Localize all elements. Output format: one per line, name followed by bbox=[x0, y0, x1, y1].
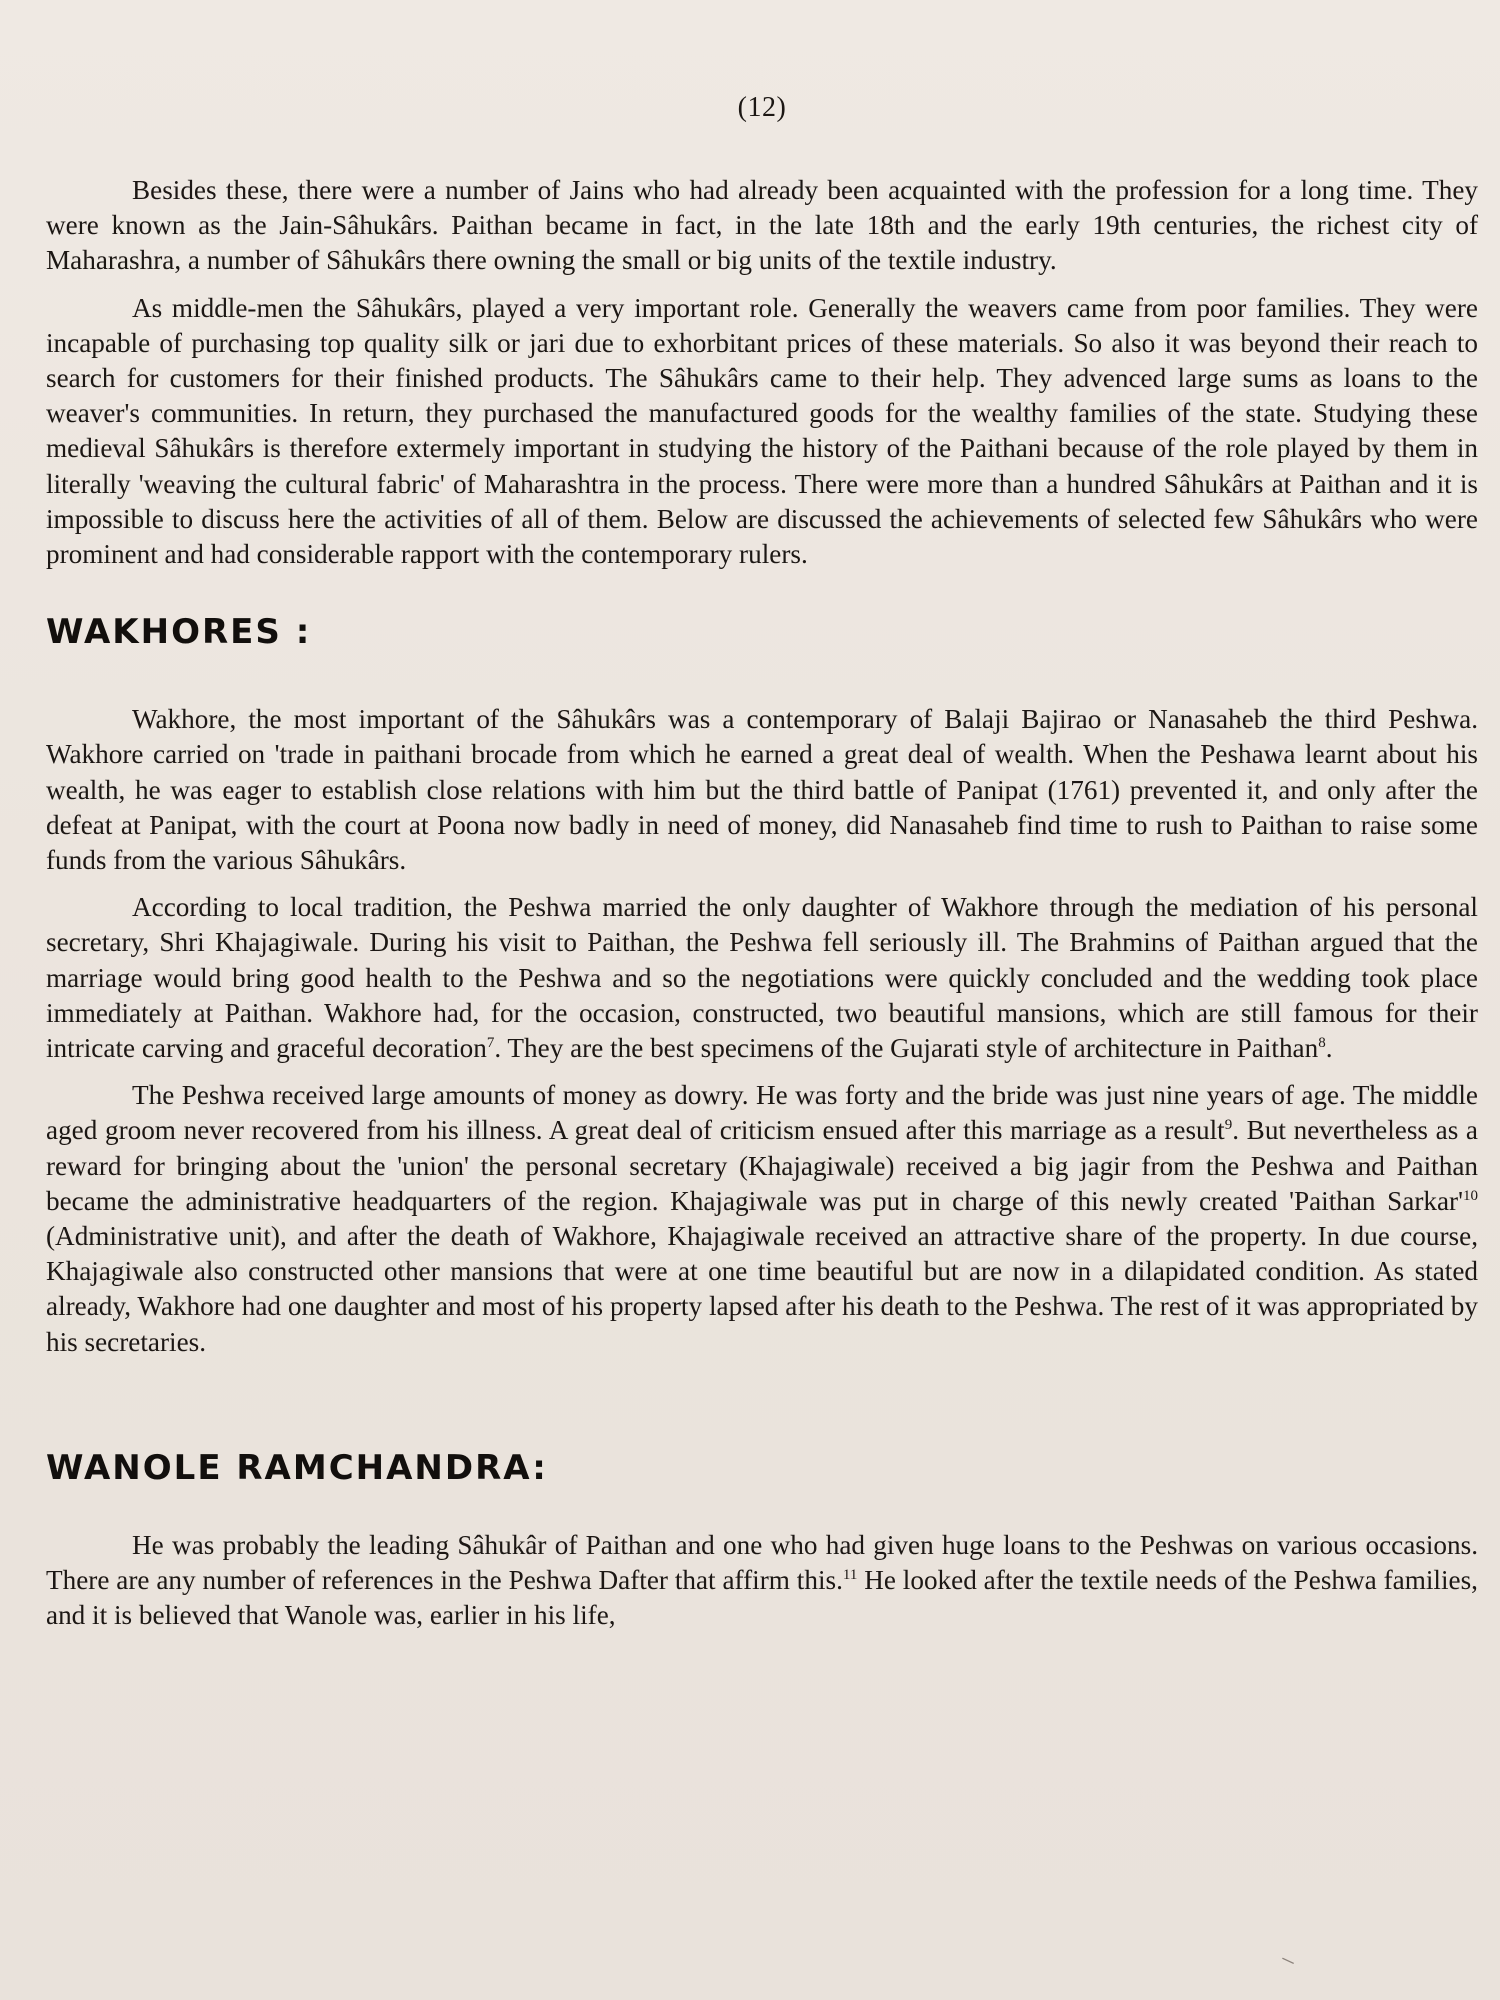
wakhores-paragraph-2-text-b: . They are the best specimens of the Gujarati style of architecture in Paithan bbox=[494, 1033, 1319, 1064]
intro-paragraph-1: Besides these, there were a number of Jains who had already been acquainted with the profession for a long time. They were known as the Jain-Sâhukârs. Paithan became in fact, in the late 18th and the early 19th centuries, the richest city of Maharashra, a number of Sâhukârs there owning the small or big units of the textile industry. bbox=[46, 175, 1478, 276]
wakhores-paragraph-3-text-a: The Peshwa received large amounts of money as dowry. He was forty and the bride was just nine years of age. The middle aged groom never recovered from his illness. A great deal of criticism ensued after this marriage as a result bbox=[46, 1080, 1478, 1146]
wanole-paragraph-1-text-a: He was probably the leading Sâhukâr of Paithan and one who had given huge loans to the Peshwas on various occasions. There are any number of references in the Peshwa Dafter that affirm this. bbox=[46, 1529, 1478, 1596]
wakhores-paragraph-3-text-b: . But nevertheless as a reward for bringing about the 'union' the personal secretary (Khajagiwale) received a big jagir from the Peshwa and Paithan became the administrative headquarters of the region. Khajagiwale was put in charge of this newly created 'Paithan Sarkar' bbox=[46, 1115, 1479, 1216]
section-heading-wanole-ramchandra: WANOLE RAMCHANDRA: bbox=[46, 1447, 548, 1488]
page-number: (12) bbox=[737, 92, 787, 123]
footnote-ref-8: 8 bbox=[1318, 1035, 1326, 1051]
pencil-mark-icon: ⸜ bbox=[1274, 1939, 1298, 1972]
section-heading-wakhores: WAKHORES : bbox=[46, 612, 312, 653]
wakhores-paragraph-3-text-c: (Administrative unit), and after the death of Wakhore, Khajagiwale received an attractive share of the property. In due course, Khajagiwale also constructed other mansions that were at one time beautiful but are now in a dilapidated condition. As stated already, Wakhore had one daughter and most of his property lapsed after his death to the Peshwa. The rest of it was appropriated by his secretaries. bbox=[46, 1221, 1478, 1357]
footnote-ref-10: 10 bbox=[1463, 1187, 1478, 1204]
footnote-ref-9: 9 bbox=[1224, 1117, 1233, 1134]
wakhores-paragraph-3 bbox=[46, 1078, 1478, 1360]
wakhores-paragraph-1: Wakhore, the most important of the Sâhukârs was a contemporary of Balaji Bajirao or Nanasaheb the third Peshwa. Wakhore carried on 'trade in paithani brocade from which he earned a great deal of wealth. When the Peshawa learnt about his wealth, he was eager to establish close relations with him but the third battle of Panipat (1761) prevented it, and only after the defeat at Panipat, with the court at Poona now badly in need of money, did Nanasaheb find time to rush to Paithan to raise some funds from the various Sâhukârs. bbox=[46, 704, 1478, 876]
wanole-paragraph-1-text-b: He looked after the textile needs of the Peshwa families, and it is believed that Wanole was, earlier in his life, bbox=[46, 1565, 1478, 1631]
footnote-ref-7: 7 bbox=[486, 1035, 495, 1051]
wakhores-paragraph-2-text-a: According to local tradition, the Peshwa married the only daughter of Wakhore through the mediation of his personal secretary, Shri Khajagiwale. During his visit to Paithan, the Peshwa fell seriously ill. The Brahmins of Paithan argued that the marriage would bring good health to the Peshwa and so the negotiations were quickly concluded and the wedding took place immediately at Paithan. Wakhore had, for the occasion, constructed, two beautiful mansions, which are still famous for their intricate carving and graceful decoration bbox=[46, 892, 1478, 1064]
wakhores-paragraph-2-text-c: . bbox=[1325, 1033, 1333, 1064]
wanole-paragraph-1 bbox=[46, 1528, 1478, 1634]
intro-paragraph-2: As middle-men the Sâhukârs, played a very important role. Generally the weavers came from poor families. They were incapable of purchasing top quality silk or jari due to exhorbitant prices of these materials. So also it was beyond their reach to search for customers for their finished products. The Sâhukârs came to their help. They advenced large sums as loans to the weaver's communities. In return, they purchased the manufactured goods for the wealthy families of the state. Studying these medieval Sâhukârs is therefore extermely important in studying the history of the Paithani because of the role played by them in literally 'weaving the cultural fabric' of Maharashtra in the process. There were more than a hundred Sâhukârs at Paithan and it is impossible to discuss here the activities of all of them. Below are discussed the achievements of selected few Sâhukârs who were prominent and had considerable rapport with the contemporary rulers. bbox=[46, 292, 1478, 570]
footnote-ref-11: 11 bbox=[842, 1567, 858, 1584]
wakhores-paragraph-2 bbox=[46, 890, 1478, 1066]
